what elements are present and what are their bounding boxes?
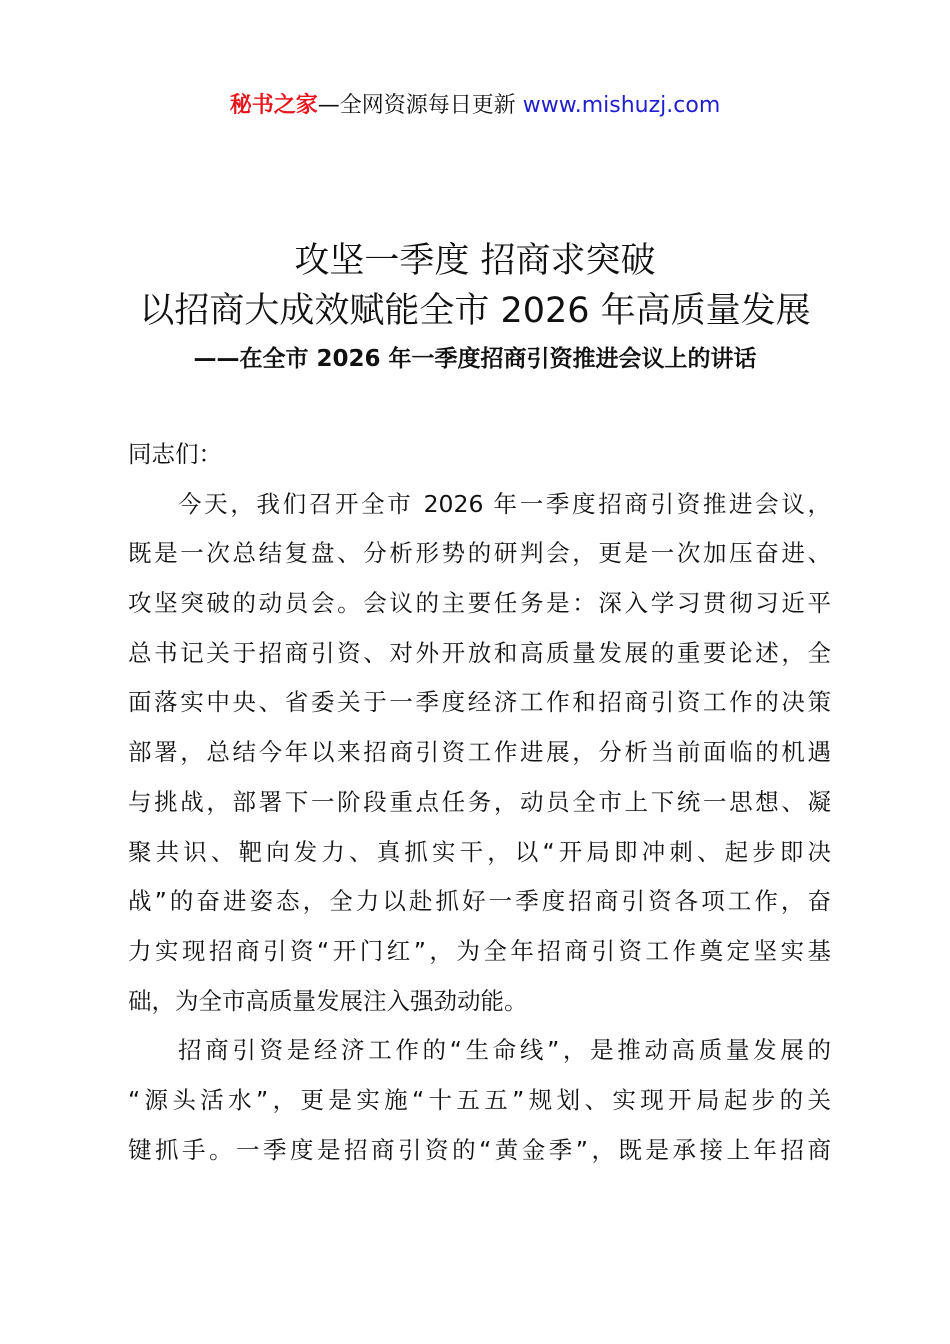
document-title-line-1: 攻坚一季度 招商求突破 — [294, 241, 656, 281]
document-title-line-2: 以招商大成效赋能全市 2026 年高质量发展 — [139, 291, 811, 331]
paragraph-line: 与挑战，部署下一阶段重点任务，动员全市上下统一思想、凝 — [128, 787, 831, 816]
paragraph-line: 攻坚突破的动员会。会议的主要任务是：深入学习贯彻习近平 — [128, 589, 831, 618]
paragraph-line: 既是一次总结复盘、分析形势的研判会，更是一次加压奋进、 — [128, 539, 831, 568]
document-subtitle: ——在全市 2026 年一季度招商引资推进会议上的讲话 — [193, 346, 757, 372]
paragraph-line: 部署，总结今年以来招商引资工作进展，分析当前面临的机遇 — [128, 738, 831, 767]
brand-name: 秘书之家 — [229, 93, 318, 118]
salutation: 同志们： — [128, 440, 222, 468]
header-tagline: —全网资源每日更新 — [317, 93, 523, 118]
paragraph-line: 力实现招商引资“开门红”，为全年招商引资工作奠定坚实基 — [128, 936, 831, 965]
paragraph-line: 总书记关于招商引资、对外开放和高质量发展的重要论述，全 — [128, 638, 831, 667]
paragraph-line: 键抓手。一季度是招商引资的“黄金季”，既是承接上年招商 — [128, 1135, 831, 1164]
paragraph-line: 础，为全市高质量发展注入强劲动能。 — [128, 986, 528, 1015]
paragraph-line: 招商引资是经济工作的“生命线”，是推动高质量发展的 — [178, 1036, 831, 1065]
site-header — [0, 88, 950, 119]
paragraph-line: 聚共识、靶向发力、真抓实干，以“开局即冲刺、起步即决 — [128, 837, 831, 866]
paragraph-line: “源头活水”，更是实施“十五五”规划、实现开局起步的关 — [128, 1085, 831, 1114]
paragraph-line: 面落实中央、省委关于一季度经济工作和招商引资工作的决策 — [128, 688, 831, 717]
document-body — [128, 432, 831, 1177]
paragraph-line: 战”的奋进姿态，全力以赴抓好一季度招商引资各项工作，奋 — [128, 887, 831, 916]
paragraph-line: 今天，我们召开全市 2026 年一季度招商引资推进会议， — [178, 489, 831, 518]
site-url-link[interactable]: www.mishuzj.com — [522, 93, 721, 118]
